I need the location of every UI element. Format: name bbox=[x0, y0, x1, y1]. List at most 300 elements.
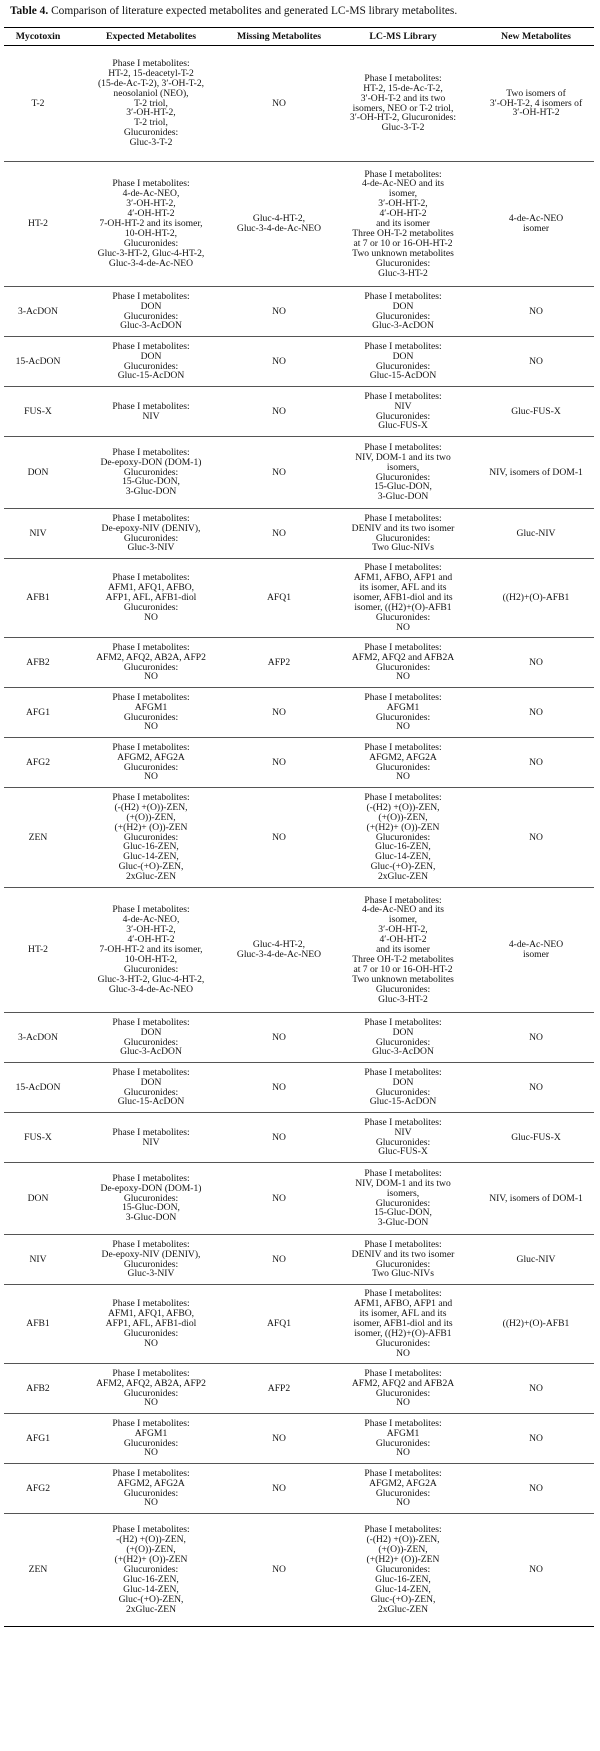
table-row bbox=[4, 888, 594, 1013]
cell-line: NO bbox=[144, 771, 158, 783]
cell-line: NIV, isomers of DOM-1 bbox=[489, 1192, 583, 1204]
cell-line: NIV, isomers of DOM-1 bbox=[489, 466, 583, 478]
cell-line: (+(O))-ZEN, bbox=[126, 1544, 176, 1556]
cell-line: Glucuronides: bbox=[123, 237, 179, 249]
cell-missing-metabolites bbox=[230, 162, 328, 287]
cell-line: 4-de-Ac-NEO bbox=[508, 939, 564, 951]
cell-lcms-library bbox=[328, 688, 478, 738]
header-expected-metabolites: Expected Metabolites bbox=[72, 28, 230, 46]
cell-line: isomers, bbox=[386, 1187, 420, 1199]
cell-missing-metabolites bbox=[230, 387, 328, 437]
cell-new-metabolites bbox=[478, 1235, 594, 1285]
cell-line: ((H2)+(O)-AFB1 bbox=[502, 1318, 570, 1330]
cell-line: AFM2, AFQ2, AB2A, AFP2 bbox=[96, 1377, 206, 1389]
table-row bbox=[4, 738, 594, 788]
cell-line: Glucuronides: bbox=[123, 661, 179, 673]
cell-line: Gluc-3-4-de-Ac-NEO bbox=[108, 983, 194, 995]
cell-line: Phase I metabolites: bbox=[112, 57, 190, 69]
cell-mycotoxin: 3-AcDON bbox=[4, 1013, 72, 1063]
cell-line: Glucuronides: bbox=[123, 1258, 179, 1270]
cell-line: 3′-OH-HT-2, bbox=[126, 198, 176, 210]
cell-line: Gluc-FUS-X bbox=[378, 420, 428, 432]
cell-line: Glucuronides: bbox=[123, 127, 179, 139]
cell-line: Gluc-15-AcDON bbox=[117, 1096, 185, 1108]
cell-line: HT-2, 15-deacetyl-T-2 bbox=[108, 67, 194, 79]
cell-lcms-library bbox=[328, 1285, 478, 1364]
cell-line: Glucuronides: bbox=[375, 1197, 431, 1209]
cell-line: Gluc-(+O)-ZEN, bbox=[370, 1593, 436, 1605]
cell-line: AFP1, AFL, AFB1-diol bbox=[105, 592, 197, 604]
cell-line: 3′-OH-HT-2, bbox=[126, 107, 176, 119]
cell-line: Gluc-3-HT-2, Gluc-4-HT-2, bbox=[97, 247, 205, 259]
cell-expected-metabolites bbox=[72, 1063, 230, 1113]
cell-line: Gluc-3-AcDON bbox=[372, 320, 434, 332]
cell-line: Gluc-3-AcDON bbox=[372, 1046, 434, 1058]
cell-line: Phase I metabolites: bbox=[112, 1066, 190, 1078]
cell-expected-metabolites bbox=[72, 437, 230, 509]
cell-line: NO bbox=[529, 1382, 543, 1394]
header-row bbox=[4, 28, 594, 46]
table-body bbox=[4, 46, 594, 1627]
cell-line: De-epoxy-DON (DOM-1) bbox=[100, 456, 202, 468]
cell-line: 2xGluc-ZEN bbox=[377, 871, 429, 883]
cell-line: Phase I metabolites: bbox=[364, 1066, 442, 1078]
table-row bbox=[4, 1013, 594, 1063]
cell-line: AFQ1 bbox=[267, 592, 291, 604]
table-row bbox=[4, 1163, 594, 1235]
cell-line: NIV bbox=[142, 1136, 160, 1148]
cell-line: NO bbox=[272, 1192, 286, 1204]
table-row bbox=[4, 1464, 594, 1514]
cell-line: Glucuronides: bbox=[375, 360, 431, 372]
cell-line: Gluc-3-HT-2 bbox=[378, 267, 428, 279]
cell-line: 3-Gluc-DON bbox=[377, 1217, 429, 1229]
cell-lcms-library bbox=[328, 337, 478, 387]
cell-line: AFGM1 bbox=[386, 1427, 420, 1439]
cell-mycotoxin: 3-AcDON bbox=[4, 287, 72, 337]
cell-line: NO bbox=[144, 1447, 158, 1459]
cell-line: Phase I metabolites: bbox=[112, 512, 190, 524]
cell-line: isomer, bbox=[388, 188, 418, 200]
cell-line: Phase I metabolites: bbox=[112, 791, 190, 803]
cell-line: Gluc-3-4-de-Ac-NEO bbox=[236, 223, 322, 234]
table-row bbox=[4, 162, 594, 287]
table-row bbox=[4, 1285, 594, 1364]
cell-new-metabolites bbox=[478, 1464, 594, 1514]
cell-line: DON bbox=[140, 1076, 162, 1088]
cell-line: 2xGluc-ZEN bbox=[377, 1603, 429, 1615]
cell-expected-metabolites bbox=[72, 1414, 230, 1464]
cell-mycotoxin: 15-AcDON bbox=[4, 1063, 72, 1113]
table-caption-label: Table 4. bbox=[10, 5, 49, 17]
cell-line: Gluc-15-AcDON bbox=[117, 370, 185, 382]
cell-new-metabolites bbox=[478, 162, 594, 287]
cell-line: Phase I metabolites: bbox=[364, 641, 442, 653]
cell-lcms-library bbox=[328, 559, 478, 638]
cell-lcms-library bbox=[328, 888, 478, 1013]
table-row bbox=[4, 46, 594, 162]
cell-new-metabolites bbox=[478, 1163, 594, 1235]
cell-line: Glucuronides: bbox=[123, 1327, 179, 1339]
cell-line: NO bbox=[144, 1397, 158, 1409]
cell-line: Gluc-NIV bbox=[516, 527, 556, 539]
cell-lcms-library bbox=[328, 509, 478, 559]
cell-line: NO bbox=[272, 1564, 286, 1576]
cell-expected-metabolites bbox=[72, 337, 230, 387]
cell-mycotoxin: FUS-X bbox=[4, 387, 72, 437]
cell-new-metabolites bbox=[478, 1113, 594, 1163]
cell-line: NO bbox=[396, 1497, 410, 1509]
cell-line: Glucuronides: bbox=[375, 1387, 431, 1399]
cell-line: (+(H2)+ (O))-ZEN bbox=[114, 1554, 188, 1566]
cell-line: AFGM1 bbox=[134, 1427, 168, 1439]
cell-line: isomer bbox=[522, 949, 550, 960]
cell-expected-metabolites bbox=[72, 559, 230, 638]
cell-line: Phase I metabolites: bbox=[112, 1172, 190, 1184]
cell-line: NO bbox=[396, 621, 410, 633]
cell-line: Glucuronides: bbox=[123, 310, 179, 322]
cell-line: 15-Gluc-DON, bbox=[374, 481, 432, 493]
cell-line: Glucuronides: bbox=[123, 360, 179, 372]
cell-expected-metabolites bbox=[72, 888, 230, 1013]
table-row bbox=[4, 1364, 594, 1414]
table-row bbox=[4, 387, 594, 437]
cell-line: (+(O))-ZEN, bbox=[378, 811, 428, 823]
cell-line: Phase I metabolites: bbox=[364, 390, 442, 402]
cell-line: Gluc-4-HT-2, bbox=[252, 213, 306, 225]
cell-missing-metabolites bbox=[230, 559, 328, 638]
cell-expected-metabolites bbox=[72, 1285, 230, 1364]
cell-line: Glucuronides: bbox=[375, 1136, 431, 1148]
cell-line: DON bbox=[392, 1026, 414, 1038]
cell-missing-metabolites bbox=[230, 287, 328, 337]
cell-line: NO bbox=[272, 305, 286, 317]
cell-line: Glucuronides: bbox=[375, 1258, 431, 1270]
cell-line: Phase I metabolites: bbox=[112, 691, 190, 703]
header-mycotoxin: Mycotoxin bbox=[4, 28, 72, 46]
cell-line: (+(H2)+ (O))-ZEN bbox=[114, 821, 188, 833]
cell-lcms-library bbox=[328, 638, 478, 688]
cell-line: DON bbox=[140, 300, 162, 312]
cell-expected-metabolites bbox=[72, 788, 230, 888]
cell-mycotoxin: T-2 bbox=[4, 46, 72, 162]
table-row bbox=[4, 437, 594, 509]
header-missing-metabolites: Missing Metabolites bbox=[230, 28, 328, 46]
cell-line: NIV, DOM-1 and its two bbox=[355, 451, 451, 463]
cell-line: Phase I metabolites: bbox=[364, 1467, 442, 1479]
cell-line: AFP1, AFL, AFB1-diol bbox=[105, 1318, 197, 1330]
cell-line: 4′-OH-HT-2 bbox=[379, 208, 427, 220]
cell-line: (+(O))-ZEN, bbox=[378, 1544, 428, 1556]
cell-line: Glucuronides: bbox=[123, 601, 179, 613]
cell-line: NO bbox=[272, 1253, 286, 1265]
cell-line: NO bbox=[272, 706, 286, 718]
cell-line: Phase I metabolites: bbox=[364, 1016, 442, 1028]
cell-expected-metabolites bbox=[72, 638, 230, 688]
cell-lcms-library bbox=[328, 1514, 478, 1627]
cell-line: Gluc-3-NIV bbox=[127, 542, 175, 554]
cell-line: HT-2, 15-de-Ac-T-2, bbox=[363, 82, 443, 94]
table-caption-text: Comparison of literature expected metabolites and generated LC-MS library metabolites. bbox=[51, 5, 458, 17]
cell-mycotoxin: AFB1 bbox=[4, 1285, 72, 1364]
cell-line: AFM2, AFQ2, AB2A, AFP2 bbox=[96, 651, 206, 663]
cell-line: DON bbox=[392, 1076, 414, 1088]
cell-mycotoxin: FUS-X bbox=[4, 1113, 72, 1163]
cell-line: and its isomer bbox=[376, 944, 430, 956]
cell-expected-metabolites bbox=[72, 1464, 230, 1514]
cell-line: isomer, AFB1-diol and its bbox=[353, 592, 453, 604]
cell-expected-metabolites bbox=[72, 1514, 230, 1627]
cell-expected-metabolites bbox=[72, 1013, 230, 1063]
cell-lcms-library bbox=[328, 1235, 478, 1285]
cell-line: Phase I metabolites: bbox=[364, 512, 442, 524]
cell-line: Gluc-3-4-de-Ac-NEO bbox=[108, 257, 194, 269]
cell-line: NO bbox=[272, 756, 286, 768]
table-header bbox=[4, 28, 594, 46]
cell-line: NO bbox=[529, 756, 543, 768]
cell-missing-metabolites bbox=[230, 46, 328, 162]
cell-lcms-library bbox=[328, 738, 478, 788]
cell-line: 3-Gluc-DON bbox=[125, 1212, 177, 1224]
cell-expected-metabolites bbox=[72, 1235, 230, 1285]
cell-line: 10-OH-HT-2, bbox=[124, 953, 178, 965]
cell-line: Gluc-14-ZEN, bbox=[123, 851, 179, 863]
cell-line: Phase I metabolites: bbox=[112, 446, 190, 458]
cell-line: isomer, ((H2)+(O)-AFB1 bbox=[354, 601, 452, 613]
cell-line: NO bbox=[529, 1564, 543, 1576]
cell-missing-metabolites bbox=[230, 1514, 328, 1627]
cell-missing-metabolites bbox=[230, 1364, 328, 1414]
cell-line: Gluc-3-NIV bbox=[127, 1268, 175, 1280]
cell-line: Three OH-T-2 metabolites bbox=[352, 953, 454, 965]
cell-line: Gluc-3-HT-2, Gluc-4-HT-2, bbox=[97, 973, 205, 985]
cell-line: NO bbox=[272, 1131, 286, 1143]
cell-line: Phase I metabolites: bbox=[364, 168, 442, 180]
cell-line: NO bbox=[272, 355, 286, 367]
cell-line: AFGM2, AFG2A bbox=[369, 751, 437, 763]
cell-mycotoxin: HT-2 bbox=[4, 888, 72, 1013]
cell-line: Phase I metabolites: bbox=[112, 1467, 190, 1479]
cell-mycotoxin: NIV bbox=[4, 1235, 72, 1285]
cell-lcms-library bbox=[328, 1414, 478, 1464]
cell-line: Gluc-4-HT-2, bbox=[252, 939, 306, 951]
cell-line: NO bbox=[272, 1482, 286, 1494]
cell-expected-metabolites bbox=[72, 738, 230, 788]
cell-lcms-library bbox=[328, 1464, 478, 1514]
cell-line: Phase I metabolites: bbox=[112, 1298, 190, 1310]
cell-new-metabolites bbox=[478, 46, 594, 162]
cell-mycotoxin: AFG1 bbox=[4, 1414, 72, 1464]
cell-line: Glucuronides: bbox=[375, 711, 431, 723]
cell-line: NO bbox=[144, 671, 158, 683]
cell-lcms-library bbox=[328, 788, 478, 888]
cell-mycotoxin: 15-AcDON bbox=[4, 337, 72, 387]
cell-line: NO bbox=[272, 831, 286, 843]
cell-new-metabolites bbox=[478, 1013, 594, 1063]
cell-line: AFGM1 bbox=[134, 701, 168, 713]
cell-line: Phase I metabolites: bbox=[364, 691, 442, 703]
cell-new-metabolites bbox=[478, 788, 594, 888]
cell-line: Glucuronides: bbox=[375, 1337, 431, 1349]
cell-line: 4′-OH-HT-2 bbox=[127, 208, 175, 220]
cell-line: its isomer, AFL and its bbox=[359, 582, 447, 594]
cell-line: (+(O))-ZEN, bbox=[126, 811, 176, 823]
cell-line: AFM1, AFBO, AFP1 and bbox=[353, 572, 453, 584]
cell-line: Gluc-15-AcDON bbox=[369, 1096, 437, 1108]
cell-line: Gluc-3-4-de-Ac-NEO bbox=[236, 949, 322, 960]
cell-line: isomer bbox=[522, 223, 550, 234]
cell-line: Glucuronides: bbox=[375, 661, 431, 673]
cell-line: Glucuronides: bbox=[375, 410, 431, 422]
table-row bbox=[4, 337, 594, 387]
cell-line: Glucuronides: bbox=[123, 1036, 179, 1048]
cell-line: at 7 or 10 or 16-OH-HT-2 bbox=[353, 963, 453, 975]
cell-line: 2xGluc-ZEN bbox=[125, 1603, 177, 1615]
cell-line: Glucuronides: bbox=[375, 1036, 431, 1048]
cell-line: Phase I metabolites: bbox=[364, 441, 442, 453]
cell-line: Glucuronides: bbox=[375, 831, 431, 843]
cell-line: NO bbox=[272, 405, 286, 417]
cell-line: NO bbox=[272, 466, 286, 478]
cell-lcms-library bbox=[328, 1163, 478, 1235]
cell-mycotoxin: HT-2 bbox=[4, 162, 72, 287]
cell-line: Gluc-(+O)-ZEN, bbox=[118, 1593, 184, 1605]
cell-mycotoxin: AFG2 bbox=[4, 1464, 72, 1514]
cell-new-metabolites bbox=[478, 287, 594, 337]
cell-line: Phase I metabolites: bbox=[112, 290, 190, 302]
cell-line: Phase I metabolites: bbox=[112, 1238, 190, 1250]
cell-lcms-library bbox=[328, 287, 478, 337]
cell-expected-metabolites bbox=[72, 1113, 230, 1163]
cell-line: NO bbox=[396, 1347, 410, 1359]
table-row bbox=[4, 1235, 594, 1285]
cell-line: NIV, DOM-1 and its two bbox=[355, 1177, 451, 1189]
cell-line: Glucuronides: bbox=[123, 532, 179, 544]
cell-expected-metabolites bbox=[72, 1163, 230, 1235]
cell-line: Glucuronides: bbox=[375, 471, 431, 483]
cell-missing-metabolites bbox=[230, 638, 328, 688]
cell-line: AFGM1 bbox=[386, 701, 420, 713]
cell-line: 4-de-Ac-NEO bbox=[508, 213, 564, 225]
cell-missing-metabolites bbox=[230, 1113, 328, 1163]
cell-line: Gluc-3-AcDON bbox=[120, 320, 182, 332]
cell-line: Gluc-15-AcDON bbox=[369, 370, 437, 382]
cell-line: NO bbox=[529, 831, 543, 843]
cell-line: Gluc-3-AcDON bbox=[120, 1046, 182, 1058]
cell-line: Phase I metabolites: bbox=[364, 340, 442, 352]
cell-line: DENIV and its two isomer bbox=[351, 1248, 455, 1260]
cell-line: Phase I metabolites: bbox=[364, 791, 442, 803]
cell-new-metabolites bbox=[478, 638, 594, 688]
cell-line: isomers, bbox=[386, 461, 420, 473]
cell-line: NO bbox=[144, 1497, 158, 1509]
table-row bbox=[4, 788, 594, 888]
cell-line: neosolaniol (NEO), bbox=[113, 87, 189, 99]
cell-line: NO bbox=[396, 771, 410, 783]
cell-line: NO bbox=[144, 1337, 158, 1349]
cell-line: its isomer, AFL and its bbox=[359, 1308, 447, 1320]
cell-line: 4-de-Ac-NEO, bbox=[122, 188, 180, 200]
cell-line: Gluc-3-HT-2 bbox=[378, 993, 428, 1005]
cell-line: 4-de-Ac-NEO and its bbox=[361, 904, 445, 916]
cell-line: NO bbox=[272, 1031, 286, 1043]
cell-line: AFP2 bbox=[267, 656, 291, 668]
header-lcms-library: LC-MS Library bbox=[328, 28, 478, 46]
cell-line: NIV bbox=[394, 1126, 412, 1138]
cell-mycotoxin: ZEN bbox=[4, 1514, 72, 1627]
cell-line: Two unknown metabolites bbox=[352, 247, 454, 259]
cell-line: Gluc-(+O)-ZEN, bbox=[118, 861, 184, 873]
cell-line: Glucuronides: bbox=[123, 1564, 179, 1576]
cell-line: Phase I metabolites: bbox=[364, 290, 442, 302]
cell-missing-metabolites bbox=[230, 437, 328, 509]
cell-line: Gluc-FUS-X bbox=[511, 1131, 561, 1143]
cell-line: (+(H2)+ (O))-ZEN bbox=[366, 1554, 440, 1566]
cell-mycotoxin: ZEN bbox=[4, 788, 72, 888]
cell-line: Glucuronides: bbox=[123, 1192, 179, 1204]
cell-line: Glucuronides: bbox=[375, 983, 431, 995]
cell-line: 3′-OH-T-2 and its two bbox=[360, 92, 446, 104]
cell-line: NO bbox=[396, 671, 410, 683]
cell-line: ((H2)+(O)-AFB1 bbox=[502, 592, 570, 604]
cell-line: Phase I metabolites: bbox=[112, 1417, 190, 1429]
cell-new-metabolites bbox=[478, 509, 594, 559]
cell-line: Glucuronides: bbox=[375, 1437, 431, 1449]
cell-mycotoxin: AFG1 bbox=[4, 688, 72, 738]
cell-line: Glucuronides: bbox=[375, 532, 431, 544]
cell-line: Glucuronides: bbox=[375, 1086, 431, 1098]
cell-line: DON bbox=[140, 1026, 162, 1038]
cell-expected-metabolites bbox=[72, 287, 230, 337]
cell-line: T-2 triol, bbox=[134, 97, 168, 109]
cell-new-metabolites bbox=[478, 559, 594, 638]
cell-line: NIV bbox=[394, 400, 412, 412]
cell-missing-metabolites bbox=[230, 688, 328, 738]
cell-line: Glucuronides: bbox=[375, 1564, 431, 1576]
cell-line: Phase I metabolites: bbox=[364, 562, 442, 574]
cell-new-metabolites bbox=[478, 688, 594, 738]
cell-line: 3-Gluc-DON bbox=[377, 491, 429, 503]
cell-line: Phase I metabolites: bbox=[112, 572, 190, 584]
cell-line: NO bbox=[529, 1432, 543, 1444]
cell-line: NO bbox=[272, 527, 286, 539]
cell-line: 15-Gluc-DON, bbox=[122, 476, 180, 488]
cell-line: AFM1, AFBO, AFP1 and bbox=[353, 1298, 453, 1310]
cell-new-metabolites bbox=[478, 888, 594, 1013]
cell-line: Three OH-T-2 metabolites bbox=[352, 227, 454, 239]
cell-line: NO bbox=[272, 1432, 286, 1444]
cell-line: De-epoxy-NIV (DENIV), bbox=[101, 522, 201, 534]
cell-new-metabolites bbox=[478, 387, 594, 437]
cell-missing-metabolites bbox=[230, 1414, 328, 1464]
cell-line: Glucuronides: bbox=[375, 310, 431, 322]
cell-line: NO bbox=[529, 305, 543, 317]
cell-line: (+(H2)+ (O))-ZEN bbox=[366, 821, 440, 833]
cell-line: Phase I metabolites: bbox=[364, 894, 442, 906]
cell-line: Glucuronides: bbox=[123, 711, 179, 723]
cell-lcms-library bbox=[328, 1364, 478, 1414]
cell-line: AFQ1 bbox=[267, 1318, 291, 1330]
cell-line: NO bbox=[396, 1447, 410, 1459]
cell-line: at 7 or 10 or 16-OH-HT-2 bbox=[353, 237, 453, 249]
cell-line: (-(H2) +(O))-ZEN, bbox=[114, 801, 188, 813]
cell-new-metabolites bbox=[478, 1414, 594, 1464]
cell-line: De-epoxy-DON (DOM-1) bbox=[100, 1182, 202, 1194]
cell-line: 4′-OH-HT-2 bbox=[127, 934, 175, 946]
cell-line: (-(H2) +(O))-ZEN, bbox=[366, 1534, 440, 1546]
cell-line: AFGM2, AFG2A bbox=[117, 751, 185, 763]
cell-line: Glucuronides: bbox=[123, 466, 179, 478]
